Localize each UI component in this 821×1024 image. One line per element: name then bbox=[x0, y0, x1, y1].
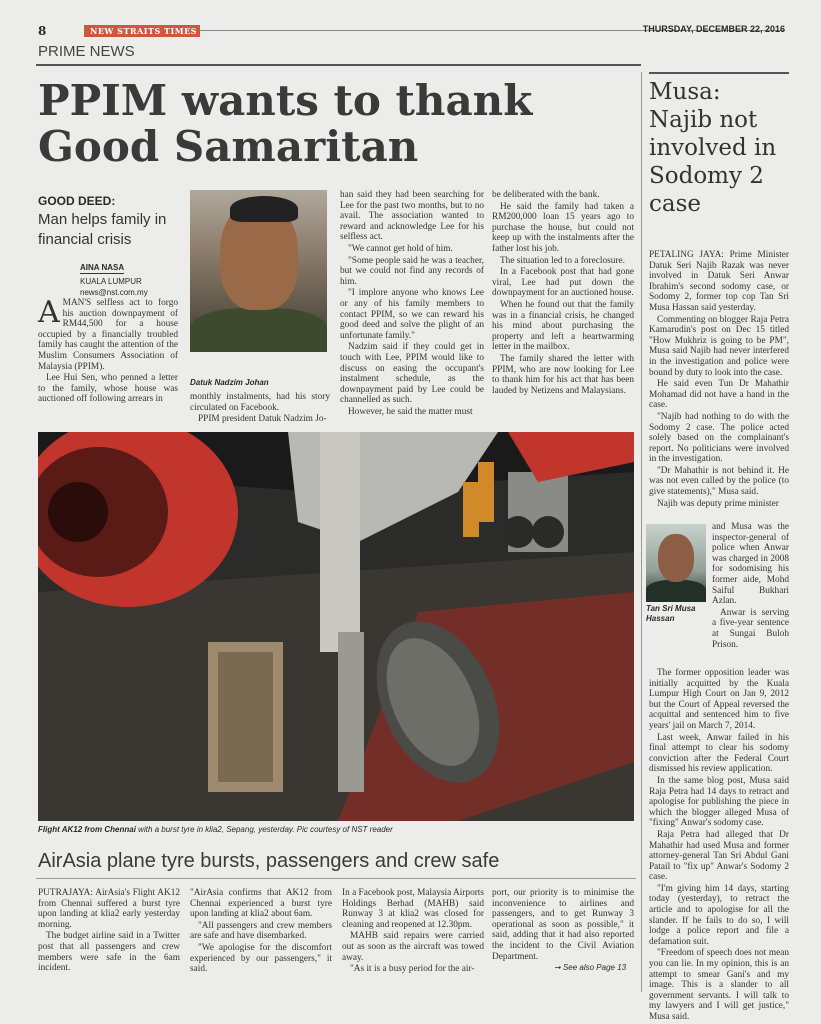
portrait-nadzim bbox=[190, 190, 327, 352]
see-also-link[interactable]: See also Page 13 bbox=[562, 963, 627, 972]
deck: Man helps family in financial crisis bbox=[38, 211, 167, 248]
paragraph: The family shared the letter with PPIM, who are now looking for Lee to thank him for his act that has been lauded by Netizens and Malaysians. bbox=[492, 353, 634, 396]
paragraph: be deliberated with the bank. bbox=[492, 190, 600, 200]
main-col-1 bbox=[38, 295, 178, 406]
aircraft-photo bbox=[38, 432, 634, 821]
paragraph: port, our priority is to minimise the inconvenience to airlines and passengers, and to get Runway 3 operational as soon as possible," it said, adding that it had also reported the incident to the Civil Aviation Department. bbox=[492, 888, 634, 962]
paragraph: and Musa was the inspector-general of police when Anwar was charged in 2008 for sodomising his former aide, Mohd Saiful Bukhari Azlan. bbox=[712, 522, 789, 607]
paragraph: Anwar is serving a five-year sentence at Sungai Buloh Prison. bbox=[712, 607, 789, 650]
paragraph: Najib was deputy prime minister bbox=[657, 498, 779, 509]
paragraph: "All passengers and crew members are safe and have disembarked. bbox=[190, 920, 332, 942]
issue-date: THURSDAY, DECEMBER 22, 2016 bbox=[642, 24, 785, 34]
caption-bold: Flight AK12 from Chennai bbox=[38, 825, 136, 834]
paragraph: PPIM president Datuk Nadzim Jo- bbox=[198, 414, 327, 425]
section-rule bbox=[36, 64, 641, 66]
paragraph: MAN'S selfless act to forgo his auction downpayment of RM44,500 for a house occupied by a financially troubled family has caught the attention of the Muslim Consumers Association of Malaysia (PPIM). bbox=[38, 298, 178, 372]
paragraph: In a Facebook post that had gone viral, Lee had put down the downpayment for an auctioned house. bbox=[492, 267, 634, 299]
paragraph: In a Facebook post, Malaysia Airports Holdings Berhad (MAHB) said Runway 3 at klia2 was closed for cleaning and reopened at 12.30pm. bbox=[342, 888, 485, 930]
page-number: 8 bbox=[38, 24, 47, 38]
see-also bbox=[554, 963, 626, 972]
paragraph: The situation led to a foreclosure. bbox=[500, 255, 625, 266]
second-col-3 bbox=[342, 888, 484, 976]
paragraph: "We cannot get hold of him. bbox=[348, 243, 453, 254]
arrow-right-icon: ➞ bbox=[554, 963, 563, 972]
side-rule bbox=[649, 72, 789, 74]
paragraph: The former opposition leader was initially acquitted by the Kuala Lumpur High Court on Jan 9, 2012 but the Court of Appeal reversed the acquittal and sentenced him to five years' jail on March 7, 2014. bbox=[649, 668, 789, 731]
paragraph: The budget airline said in a Twitter post that all passengers and crew members were safe in the 6am incident. bbox=[38, 931, 180, 974]
second-col-4 bbox=[492, 888, 634, 963]
paragraph: Nadzim said if they could get in touch with Lee, PPIM would like to discuss on easing the occupant's instalment schedule, as the downpayment paid by Lee could be channelled as such. bbox=[340, 342, 484, 406]
paragraph: He said the family had taken a RM200,000 loan 15 years ago to purchase the house, but could not keep up with the instalments after the father lost his job. bbox=[492, 201, 634, 254]
aircraft-photo-illustration bbox=[38, 432, 634, 821]
photo-caption-musa: Tan Sri Musa Hassan bbox=[646, 604, 696, 623]
paper-name: NEW STRAITS TIMES bbox=[84, 25, 200, 37]
paragraph: MAHB said repairs were carried out as soon as the aircraft was towed away. bbox=[342, 931, 484, 963]
second-col-1 bbox=[38, 888, 180, 975]
byline bbox=[80, 262, 180, 298]
photo-caption-nadzim: Datuk Nadzim Johan bbox=[190, 378, 269, 387]
paragraph: However, he said the matter must bbox=[348, 406, 473, 417]
paragraph: When he found out that the family was in a financial crisis, he changed his mind about purchasing the property and left a heartwarming letter in the mailbox. bbox=[492, 299, 634, 353]
paragraph: Commenting on blogger Raja Petra Kamarudin's post on Dec 15 titled "How Mukhriz is going to be PM", Musa said Najib had never interfered in the investigation and police were bound by duty to look into the case. bbox=[649, 314, 789, 378]
caption-rest: with a burst tyre in klia2, Sepang, yesterday. Pic courtesy of NST reader bbox=[135, 825, 393, 834]
kicker: GOOD DEED: bbox=[38, 194, 116, 208]
paragraph: Lee Hui Sen, who penned a letter to the family, whose house was auctioned off following arrears in bbox=[38, 373, 178, 405]
byline-place: KUALA LUMPUR bbox=[80, 277, 142, 286]
second-col-2 bbox=[190, 888, 332, 976]
drop-cap: A bbox=[38, 295, 60, 330]
paragraph: Raja Petra had alleged that Dr Mahathir had used Musa and former attorney-general Tan Sri Abdul Gani Patail to "fix up" Anwar's Sodomy 2 case. bbox=[649, 829, 789, 883]
paragraph: PETALING JAYA: Prime Minister Datuk Seri Najib Razak was never involved in Datuk Seri Anwar Ibrahim's second sodomy case, or Sodomy 2, former top cop Tan Sri Musa Hassan said yesterday. bbox=[649, 250, 789, 313]
section-label: PRIME NEWS bbox=[38, 43, 135, 60]
paragraph: "As it is a busy period for the air- bbox=[350, 964, 475, 975]
paragraph: "I'm giving him 14 days, starting today (yesterday), to retract the article and to apologise for all the slander. If he fails to do so, I will lodge a police report and file a defamation suit. bbox=[649, 883, 789, 947]
paragraph: "Freedom of speech does not mean you can lie. In my opinion, this is an attempt to smear Gani's and my image. This is a slander to all government servants. I will talk to my lawyers and I will get justice," Musa said. bbox=[649, 948, 789, 1022]
main-col-2 bbox=[190, 392, 330, 426]
side-headline: Musa: Najib not involved in Sodomy 2 case bbox=[649, 79, 777, 217]
paragraph: monthly instalments, had his story circulated on Facebook. bbox=[190, 392, 330, 413]
paragraph: PUTRAJAYA: AirAsia's Flight AK12 from Chennai suffered a burst tyre upon landing at klia2 early yesterday morning. bbox=[38, 888, 180, 930]
paragraph: He said even Tun Dr Mahathir Mohamad did not have a hand in the case. bbox=[649, 379, 789, 411]
byline-email: news@nst.com.my bbox=[80, 288, 148, 297]
paragraph: "I implore anyone who knows Lee or any of his family members to contact PPIM, so we can reward his good deed and solve the plight of an unfortunate family." bbox=[340, 288, 484, 341]
main-col-4 bbox=[492, 190, 634, 397]
photo-caption-aircraft bbox=[38, 825, 634, 834]
paragraph: han said they had been searching for Lee for the past two months, but to no avail. The association wanted to reward and acknowledge Lee for his selfless act. bbox=[340, 190, 484, 243]
portrait-musa bbox=[646, 524, 706, 602]
side-col-wrap bbox=[712, 522, 789, 651]
paragraph: "AirAsia confirms that AK12 from Chennai experienced a burst tyre upon landing at klia2 about 6am. bbox=[190, 888, 332, 920]
paragraph: "We apologise for the discomfort experienced by our passengers," it said. bbox=[190, 942, 332, 975]
main-col-3 bbox=[340, 190, 484, 418]
paragraph: Last week, Anwar failed in his final attempt to clear his sodomy conviction after the Federal Court dismissed his review application. bbox=[649, 732, 789, 775]
paragraph: "Dr Mahathir is not behind it. He was not even called by the police (to give statements)," Musa said. bbox=[649, 465, 789, 498]
side-col-top bbox=[649, 250, 789, 510]
paragraph: "Some people said he was a teacher, but we could not find any records of him. bbox=[340, 255, 484, 287]
paragraph: In the same blog post, Musa said Raja Petra had 14 days to retract and apologise for publishing the piece in which the blogger alleged Musa of "fixing" Anwar's sodomy case. bbox=[649, 775, 789, 829]
second-headline: AirAsia plane tyre bursts, passengers and crew safe bbox=[38, 850, 500, 872]
main-headline: PPIM wants to thank Good Samaritan bbox=[38, 76, 533, 171]
side-col-bottom bbox=[649, 668, 789, 1024]
paragraph: "Najib had nothing to do with the Sodomy 2 case. The police acted solely based on the complainant's report. No politicians were involved in the investigation. bbox=[649, 411, 789, 465]
column-divider bbox=[641, 72, 642, 992]
second-rule bbox=[36, 878, 636, 879]
byline-name: AINA NASA bbox=[80, 263, 125, 272]
